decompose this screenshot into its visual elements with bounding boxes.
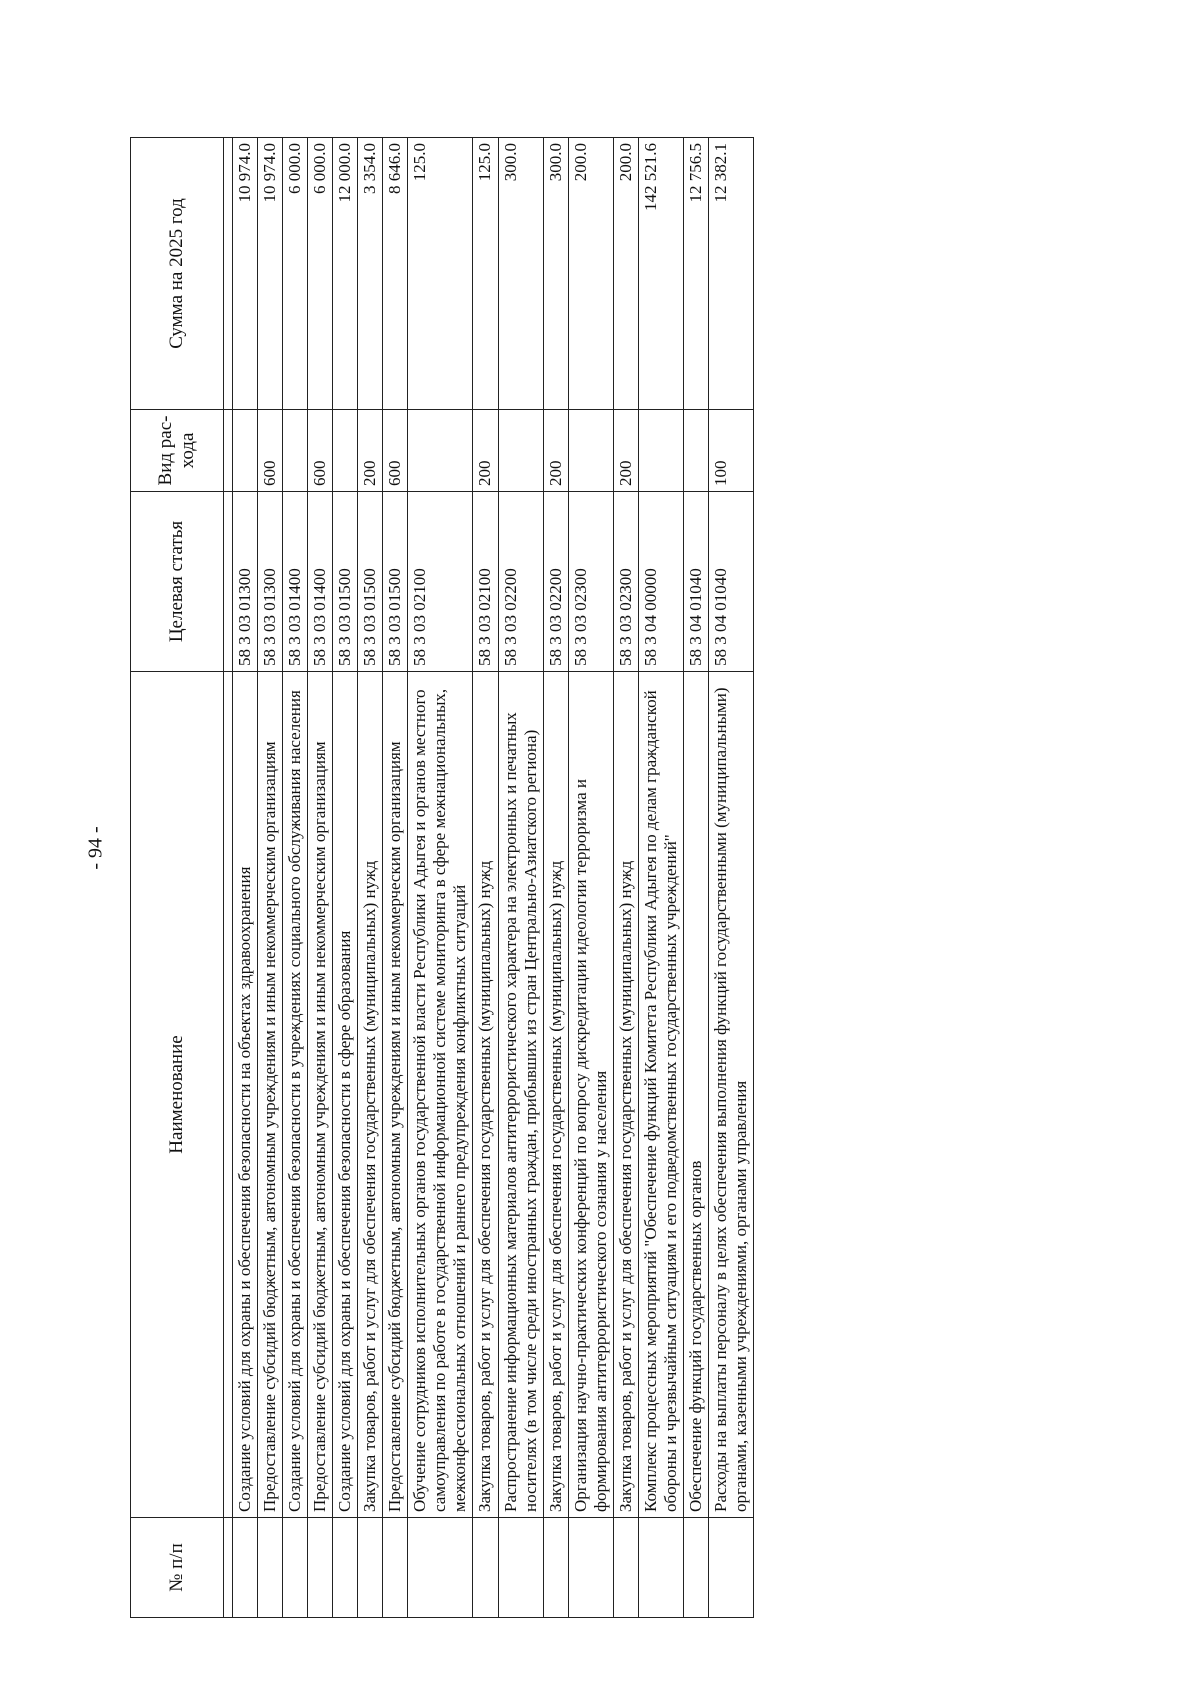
table-row — [408, 138, 473, 1618]
row-num — [333, 1518, 358, 1618]
row-target: 58 3 03 01300 — [233, 492, 258, 672]
row-num — [613, 1518, 638, 1618]
row-target: 58 3 04 01040 — [683, 492, 708, 672]
row-num — [358, 1518, 383, 1618]
table-row — [383, 138, 408, 1618]
row-num — [568, 1518, 613, 1618]
header-target: Целевая статья — [131, 492, 224, 672]
header-num: № п/п — [131, 1518, 224, 1618]
row-sum: 300.0 — [498, 138, 543, 410]
row-name: Обеспечение функций государственных органов — [683, 672, 708, 1518]
row-sum: 125.0 — [408, 138, 473, 410]
row-target: 58 3 03 01500 — [358, 492, 383, 672]
row-name: Комплекс процессных мероприятий "Обеспечение функций Комитета Республики Адыгея по делам гражданской обороны и чрезвычайным ситуациям и его подведомственных государственных учреждений" — [638, 672, 683, 1518]
table-row — [498, 138, 543, 1618]
row-type: 600 — [258, 410, 283, 492]
row-target: 58 3 04 00000 — [638, 492, 683, 672]
row-type: 200 — [358, 410, 383, 492]
row-name: Предоставление субсидий бюджетным, автономным учреждениям и иным некоммерческим организациям — [308, 672, 333, 1518]
row-name: Закупка товаров, работ и услуг для обеспечения государственных (муниципальных) нужд — [358, 672, 383, 1518]
row-sum: 12 756.5 — [683, 138, 708, 410]
row-target: 58 3 03 02200 — [543, 492, 568, 672]
row-sum: 10 974.0 — [233, 138, 258, 410]
row-name: Создание условий для охраны и обеспечения безопасности в сфере образования — [333, 672, 358, 1518]
row-type: 200 — [543, 410, 568, 492]
row-name: Обучение сотрудников исполнительных органов государственной власти Республики Адыгея и органов местного самоуправления по работе в государственной информационной системе мониторинга в сфере межнациональных, межконфессиональных отношений и раннего предупреждения конфликтных ситуаций — [408, 672, 473, 1518]
spacer-row — [224, 138, 233, 1618]
table-row — [638, 138, 683, 1618]
row-target: 58 3 03 01500 — [383, 492, 408, 672]
row-sum: 8 646.0 — [383, 138, 408, 410]
row-target: 58 3 03 01400 — [308, 492, 333, 672]
table-row — [568, 138, 613, 1618]
row-type: 200 — [473, 410, 498, 492]
row-target: 58 3 04 01040 — [708, 492, 753, 672]
header-sum: Сумма на 2025 год — [131, 138, 224, 410]
table-body — [224, 138, 754, 1618]
row-type — [683, 410, 708, 492]
row-sum: 10 974.0 — [258, 138, 283, 410]
row-target: 58 3 03 02200 — [498, 492, 543, 672]
row-type — [333, 410, 358, 492]
table-row — [473, 138, 498, 1618]
row-target: 58 3 03 02300 — [568, 492, 613, 672]
row-name: Предоставление субсидий бюджетным, автономным учреждениям и иным некоммерческим организациям — [383, 672, 408, 1518]
row-type: 100 — [708, 410, 753, 492]
row-target: 58 3 03 02100 — [473, 492, 498, 672]
header-name: Наименование — [131, 672, 224, 1518]
budget-table-rotated — [130, 138, 1034, 1618]
table-row — [233, 138, 258, 1618]
row-name: Распространение информационных материалов антитеррористического характера на электронных и печатных носителях (в том числе среди иностранных граждан, прибывших из стран Центрально-Азиатского региона) — [498, 672, 543, 1518]
row-num — [408, 1518, 473, 1618]
budget-table — [130, 137, 754, 1618]
page-number: - 94 - — [84, 826, 107, 870]
table-header-row — [131, 138, 224, 1618]
row-sum: 300.0 — [543, 138, 568, 410]
row-name: Предоставление субсидий бюджетным, автономным учреждениям и иным некоммерческим организациям — [258, 672, 283, 1518]
row-type: 200 — [613, 410, 638, 492]
table-row — [283, 138, 308, 1618]
row-num — [683, 1518, 708, 1618]
row-type — [233, 410, 258, 492]
row-sum: 3 354.0 — [358, 138, 383, 410]
row-name: Закупка товаров, работ и услуг для обеспечения государственных (муниципальных) нужд — [543, 672, 568, 1518]
table-row — [708, 138, 753, 1618]
row-num — [498, 1518, 543, 1618]
row-num — [543, 1518, 568, 1618]
row-target: 58 3 03 02100 — [408, 492, 473, 672]
row-sum: 125.0 — [473, 138, 498, 410]
row-type — [568, 410, 613, 492]
row-num — [308, 1518, 333, 1618]
header-type: Вид рас-хода — [131, 410, 224, 492]
row-sum: 200.0 — [568, 138, 613, 410]
table-row — [333, 138, 358, 1618]
row-type: 600 — [308, 410, 333, 492]
row-num — [383, 1518, 408, 1618]
row-num — [638, 1518, 683, 1618]
table-row — [358, 138, 383, 1618]
row-sum: 12 000.0 — [333, 138, 358, 410]
row-name: Создание условий для охраны и обеспечения безопасности в учреждениях социального обслуживания населения — [283, 672, 308, 1518]
row-sum: 6 000.0 — [308, 138, 333, 410]
table-row — [258, 138, 283, 1618]
row-type — [498, 410, 543, 492]
row-num — [233, 1518, 258, 1618]
row-name: Создание условий для охраны и обеспечения безопасности на объектах здравоохранения — [233, 672, 258, 1518]
row-num — [258, 1518, 283, 1618]
row-name: Расходы на выплаты персоналу в целях обеспечения выполнения функций государственными (муниципальными) органами, казенными учреждениями, органами управления — [708, 672, 753, 1518]
table-row — [308, 138, 333, 1618]
table-row — [683, 138, 708, 1618]
table-row — [613, 138, 638, 1618]
row-type — [638, 410, 683, 492]
row-type — [408, 410, 473, 492]
row-type: 600 — [383, 410, 408, 492]
row-num — [708, 1518, 753, 1618]
table-row — [543, 138, 568, 1618]
row-sum: 200.0 — [613, 138, 638, 410]
row-num — [283, 1518, 308, 1618]
row-name: Организация научно-практических конференций по вопросу дискредитации идеологии терроризма и формирования антитеррористического сознания у населения — [568, 672, 613, 1518]
row-target: 58 3 03 01500 — [333, 492, 358, 672]
row-sum: 6 000.0 — [283, 138, 308, 410]
row-target: 58 3 03 01400 — [283, 492, 308, 672]
row-type — [283, 410, 308, 492]
row-sum: 142 521.6 — [638, 138, 683, 410]
row-num — [473, 1518, 498, 1618]
row-sum: 12 382.1 — [708, 138, 753, 410]
row-target: 58 3 03 01300 — [258, 492, 283, 672]
row-name: Закупка товаров, работ и услуг для обеспечения государственных (муниципальных) нужд — [473, 672, 498, 1518]
row-target: 58 3 03 02300 — [613, 492, 638, 672]
row-name: Закупка товаров, работ и услуг для обеспечения государственных (муниципальных) нужд — [613, 672, 638, 1518]
